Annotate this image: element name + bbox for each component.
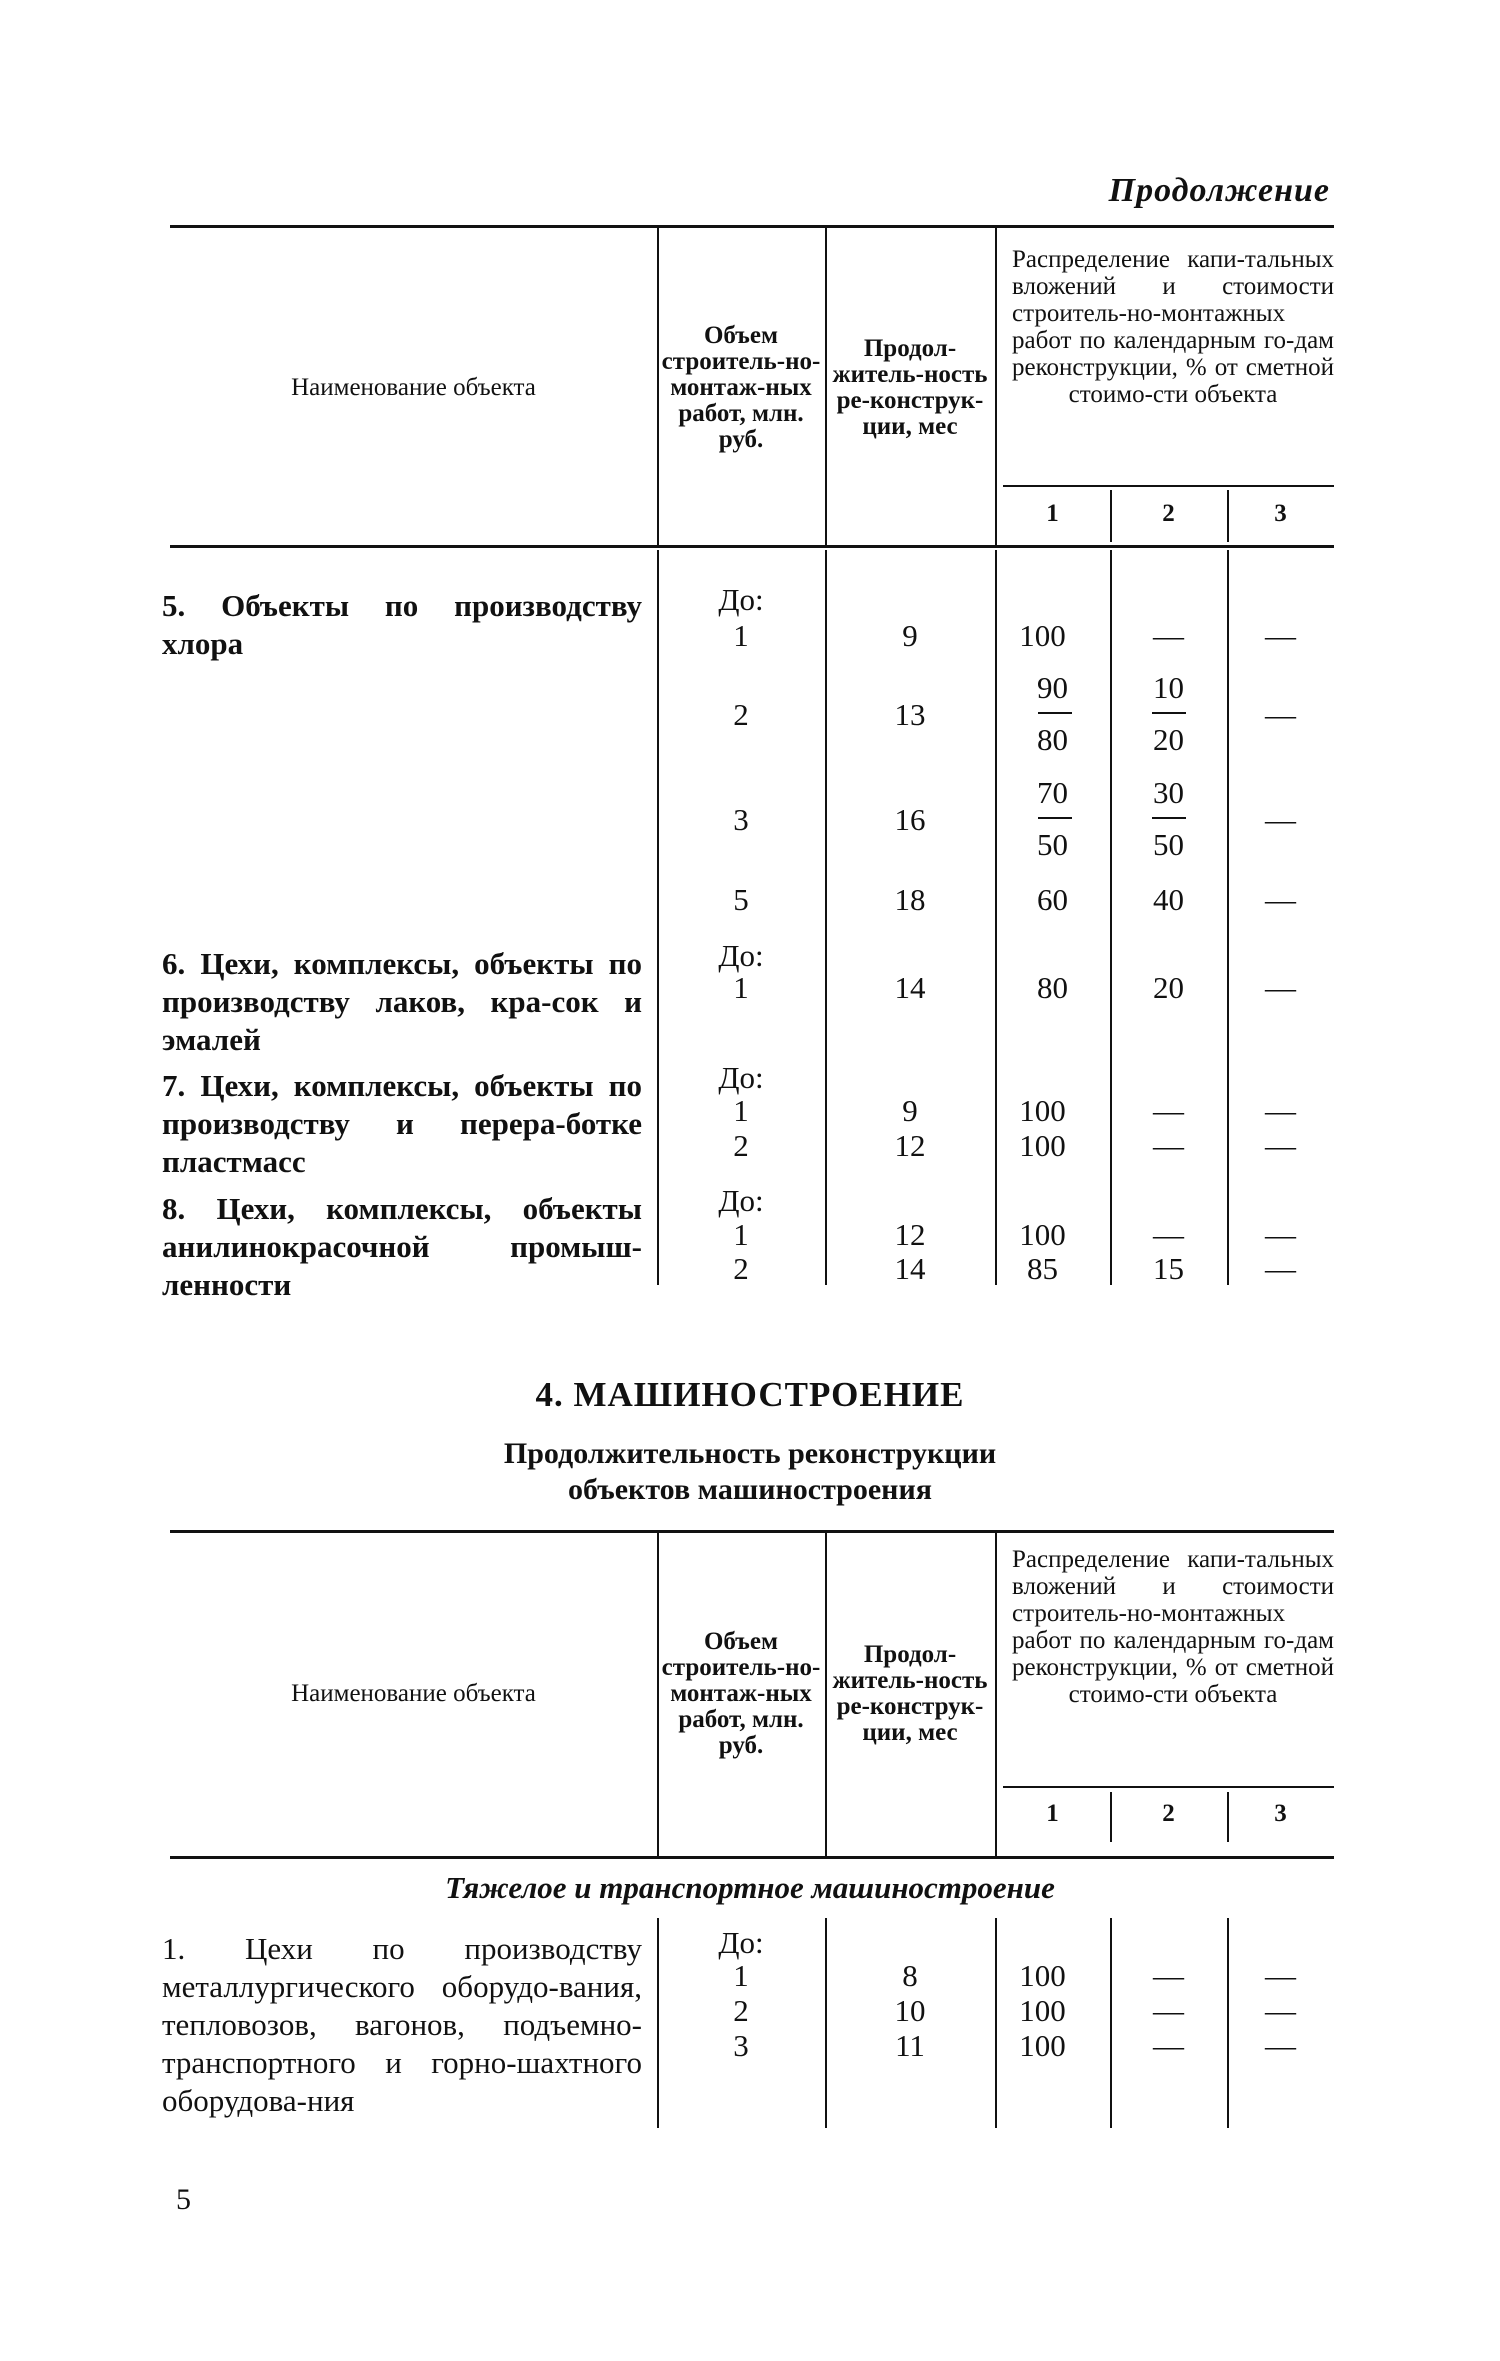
- page-number: 5: [176, 2183, 191, 2216]
- section-subtitle-line-1: Продолжительность реконструкции: [503, 1437, 997, 1470]
- table-2-top-rule: [170, 1530, 1334, 1533]
- header-year-2: 2: [1162, 1800, 1175, 1827]
- group-title: Тяжелое и транспортное машиностроение: [445, 1870, 1055, 1905]
- continuation-label: Продолжение: [1108, 172, 1330, 209]
- header-year-3: 3: [1274, 500, 1287, 527]
- table-1-top-rule: [170, 225, 1334, 228]
- row-name: 8. Цехи, комплексы, объекты анилинокрасочной промыш-ленности: [162, 1191, 642, 1302]
- section-subtitle-line-2: объектов машиностроения: [568, 1473, 932, 1506]
- table-2-years-rule: [1003, 1786, 1334, 1788]
- header-distribution: Распределение капи-тальных вложений и стоимости строитель-но-монтажных работ по календарным го-дам реконструкции, % от сметной стоимо-сти объекта: [1012, 246, 1334, 408]
- header-object-name: Наименование объекта: [291, 1680, 536, 1707]
- section-title: 4. МАШИНОСТРОЕНИЕ: [535, 1375, 965, 1414]
- header-volume: Объем строитель-но-монтаж-ных работ, млн. руб.: [661, 1628, 821, 1759]
- header-volume: Объем строитель-но-монтаж-ных работ, млн. руб.: [661, 321, 821, 453]
- table-1-years-rule: [1003, 485, 1334, 487]
- header-year-2: 2: [1162, 500, 1175, 527]
- header-duration: Продол-житель-ность ре-конструк-ции, мес: [832, 1641, 988, 1746]
- row-name: 7. Цехи, комплексы, объекты по производству и перера-ботке пластмасс: [162, 1068, 642, 1179]
- header-duration: Продол-житель-ность ре-конструк-ции, мес: [832, 334, 988, 440]
- row-name: 6. Цехи, комплексы, объекты по производству лаков, кра-сок и эмалей: [162, 946, 642, 1057]
- table-1-header-rule: [170, 545, 1334, 548]
- header-year-1: 1: [1046, 500, 1059, 527]
- document-page: Продолжение Наименование объекта Объем строитель-но-монтаж-ных работ, млн. руб. Продол-житель-ность ре-конструк-ции, мес Распределение капи-тальных вложений и стоимости строитель-но-монтажных работ по календарным го-дам реконструкции, % от сметной стоимо-сти объекта 1 2 3 5. Объекты по производству хлора До: 1 9 100 — — 2 13 90 80 10 20 — 3 16 70 50 30 50 — 5 18 60 40 — 6. Цехи, комплексы, объекты по производству лаков, кра-сок и эмалей До: 1 14 80 20 — 7. Цехи, комплексы, объекты по производству и перера-ботке пластмасс До: 1 9 100 — — 2 12 100 — — 8. Цехи, комплексы, объекты анилинокрасочной промыш-ленности До: 1 12 100 — — 2 14 85 15 — 4. МАШИНОСТРОЕНИЕ Продолжительность реконструкции объектов машиностроения Наименование объекта Объем строитель-но-монтаж-ных работ, млн. руб. Продол-житель-ность ре-конструк-ции, мес Распределение капи-тальных вложений и стоимости строитель-но-монтажных работ по календарным го-дам реконструкции, % от сметной стоимо-сти объекта 1 2 3 Тяжелое и транспортное машиностроение 1. Цехи по производству металлургического оборудо-вания, тепловозов, вагонов, подъемно-транспортного и горно-шахтного оборудова-ния До: 1 8 100 — — 2 10 100 — — 3 11 100 — — 5: [0, 0, 1500, 2361]
- header-year-1: 1: [1046, 1800, 1059, 1827]
- header-distribution: Распределение капи-тальных вложений и стоимости строитель-но-монтажных работ по календарным го-дам реконструкции, % от сметной стоимо-сти объекта: [1012, 1546, 1334, 1708]
- row-name: 1. Цехи по производству металлургического оборудо-вания, тепловозов, вагонов, подъемно-транспортного и горно-шахтного оборудова-ния: [162, 1931, 642, 2118]
- header-object-name: Наименование объекта: [291, 373, 536, 401]
- header-year-3: 3: [1274, 1800, 1287, 1827]
- row-name: 5. Объекты по производству хлора: [162, 588, 642, 661]
- table-2-header-rule: [170, 1856, 1334, 1859]
